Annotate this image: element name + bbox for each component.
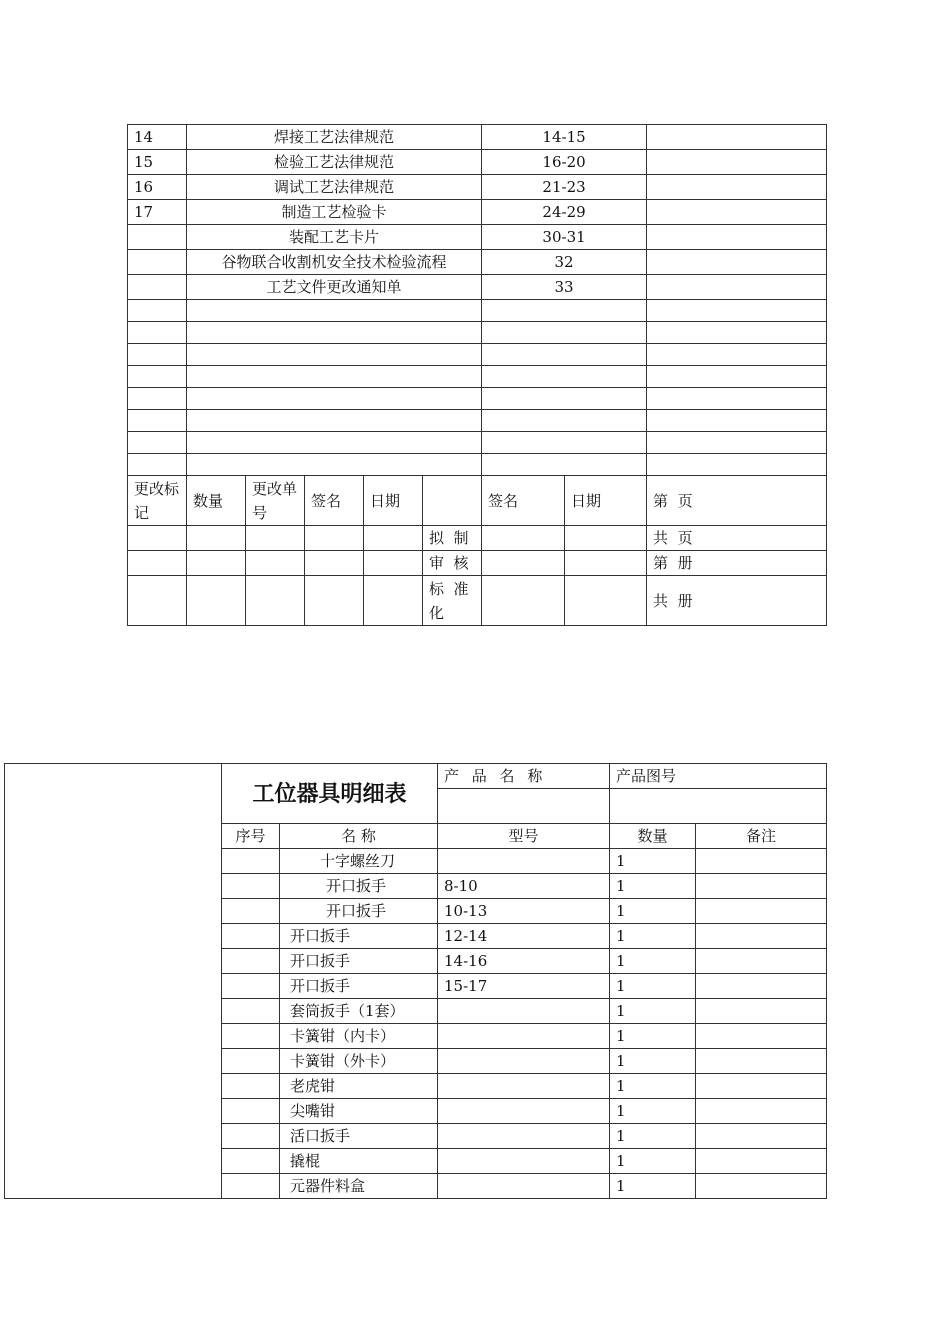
empty-row bbox=[128, 454, 827, 476]
item-no bbox=[222, 1124, 280, 1149]
row-title: 工艺文件更改通知单 bbox=[187, 275, 482, 300]
item-model bbox=[438, 849, 610, 874]
row-title: 制造工艺检验卡 bbox=[187, 200, 482, 225]
draft-label: 拟 制 bbox=[423, 526, 482, 551]
row-extra bbox=[647, 150, 827, 175]
item-name: 开口扳手 bbox=[280, 874, 438, 899]
item-model: 10-13 bbox=[438, 899, 610, 924]
tool-table-header-row-1 bbox=[5, 764, 827, 789]
sign-header: 签名 bbox=[305, 476, 364, 526]
row-number bbox=[128, 225, 187, 250]
empty-row bbox=[128, 344, 827, 366]
col-header-remark: 备注 bbox=[696, 824, 827, 849]
item-no bbox=[222, 949, 280, 974]
item-remark bbox=[696, 1174, 827, 1199]
item-model: 12-14 bbox=[438, 924, 610, 949]
item-qty: 1 bbox=[610, 924, 696, 949]
item-name: 活口扳手 bbox=[280, 1124, 438, 1149]
item-name: 元器件料盒 bbox=[280, 1174, 438, 1199]
row-extra bbox=[647, 250, 827, 275]
row-extra bbox=[647, 275, 827, 300]
item-model: 14-16 bbox=[438, 949, 610, 974]
item-name: 卡簧钳（内卡） bbox=[280, 1024, 438, 1049]
col-header-no: 序号 bbox=[222, 824, 280, 849]
row-number: 15 bbox=[128, 150, 187, 175]
item-model bbox=[438, 1074, 610, 1099]
col-header-qty: 数量 bbox=[610, 824, 696, 849]
item-qty: 1 bbox=[610, 1049, 696, 1074]
row-pages: 21-23 bbox=[482, 175, 647, 200]
change-doc-no-header: 更改单号 bbox=[246, 476, 305, 526]
item-qty: 1 bbox=[610, 899, 696, 924]
item-qty: 1 bbox=[610, 1024, 696, 1049]
row-number: 17 bbox=[128, 200, 187, 225]
document-index-table bbox=[127, 124, 827, 626]
item-qty: 1 bbox=[610, 874, 696, 899]
item-no bbox=[222, 1024, 280, 1049]
empty-row bbox=[128, 300, 827, 322]
item-qty: 1 bbox=[610, 849, 696, 874]
item-name: 卡簧钳（外卡） bbox=[280, 1049, 438, 1074]
product-name-label: 产 品 名 称 bbox=[438, 764, 610, 789]
item-remark bbox=[696, 1024, 827, 1049]
item-no bbox=[222, 1049, 280, 1074]
table-row bbox=[128, 150, 827, 175]
item-remark bbox=[696, 1124, 827, 1149]
item-name: 撬棍 bbox=[280, 1149, 438, 1174]
index-rows bbox=[128, 125, 827, 476]
item-no bbox=[222, 1074, 280, 1099]
row-pages: 24-29 bbox=[482, 200, 647, 225]
row-pages: 16-20 bbox=[482, 150, 647, 175]
item-no bbox=[222, 1174, 280, 1199]
item-qty: 1 bbox=[610, 949, 696, 974]
item-no bbox=[222, 899, 280, 924]
row-title: 焊接工艺法律规范 bbox=[187, 125, 482, 150]
page-number-label: 第 页 bbox=[647, 476, 827, 526]
date-header: 日期 bbox=[565, 476, 647, 526]
tool-list-table bbox=[4, 763, 827, 1199]
table-row bbox=[128, 200, 827, 225]
row-pages: 14-15 bbox=[482, 125, 647, 150]
item-qty: 1 bbox=[610, 1174, 696, 1199]
row-extra bbox=[647, 200, 827, 225]
product-drawing-label: 产品图号 bbox=[610, 764, 827, 789]
total-pages-label: 共 页 bbox=[647, 526, 827, 551]
item-remark bbox=[696, 899, 827, 924]
item-remark bbox=[696, 999, 827, 1024]
row-pages: 33 bbox=[482, 275, 647, 300]
signature-row bbox=[128, 526, 827, 551]
empty-row bbox=[128, 322, 827, 344]
row-number bbox=[128, 275, 187, 300]
item-remark bbox=[696, 1049, 827, 1074]
signature-row bbox=[128, 551, 827, 576]
item-name: 尖嘴钳 bbox=[280, 1099, 438, 1124]
signature-row bbox=[128, 576, 827, 626]
item-no bbox=[222, 1149, 280, 1174]
table-row bbox=[128, 225, 827, 250]
item-remark bbox=[696, 1074, 827, 1099]
item-qty: 1 bbox=[610, 999, 696, 1024]
row-title: 调试工艺法律规范 bbox=[187, 175, 482, 200]
row-title: 检验工艺法律规范 bbox=[187, 150, 482, 175]
review-label: 审 核 bbox=[423, 551, 482, 576]
item-no bbox=[222, 874, 280, 899]
item-qty: 1 bbox=[610, 974, 696, 999]
item-model bbox=[438, 999, 610, 1024]
table-row bbox=[128, 275, 827, 300]
row-extra bbox=[647, 225, 827, 250]
total-volumes-label: 共 册 bbox=[647, 576, 827, 626]
item-name: 老虎钳 bbox=[280, 1074, 438, 1099]
standardize-label: 标 准化 bbox=[423, 576, 482, 626]
item-model bbox=[438, 1149, 610, 1174]
binding-margin bbox=[5, 764, 222, 1199]
item-no bbox=[222, 999, 280, 1024]
row-pages: 32 bbox=[482, 250, 647, 275]
item-name: 套筒扳手（1套） bbox=[280, 999, 438, 1024]
item-no bbox=[222, 1099, 280, 1124]
item-model bbox=[438, 1099, 610, 1124]
item-name: 开口扳手 bbox=[280, 949, 438, 974]
volume-number-label: 第 册 bbox=[647, 551, 827, 576]
item-remark bbox=[696, 874, 827, 899]
item-name: 开口扳手 bbox=[280, 974, 438, 999]
item-no bbox=[222, 924, 280, 949]
item-remark bbox=[696, 1149, 827, 1174]
table-row bbox=[128, 125, 827, 150]
item-model bbox=[438, 1024, 610, 1049]
table-row bbox=[128, 250, 827, 275]
sign-header: 签名 bbox=[482, 476, 565, 526]
item-remark bbox=[696, 924, 827, 949]
product-drawing-value bbox=[610, 789, 827, 824]
item-qty: 1 bbox=[610, 1149, 696, 1174]
date-header: 日期 bbox=[364, 476, 423, 526]
page-title: 工位器具明细表 bbox=[222, 764, 438, 824]
row-title: 装配工艺卡片 bbox=[187, 225, 482, 250]
empty-row bbox=[128, 366, 827, 388]
item-no bbox=[222, 974, 280, 999]
empty-row bbox=[128, 388, 827, 410]
quantity-header: 数量 bbox=[187, 476, 246, 526]
item-model bbox=[438, 1124, 610, 1149]
item-qty: 1 bbox=[610, 1099, 696, 1124]
row-number: 14 bbox=[128, 125, 187, 150]
item-model: 15-17 bbox=[438, 974, 610, 999]
product-name-value bbox=[438, 789, 610, 824]
item-model bbox=[438, 1049, 610, 1074]
item-model bbox=[438, 1174, 610, 1199]
row-extra bbox=[647, 125, 827, 150]
row-number: 16 bbox=[128, 175, 187, 200]
item-model: 8-10 bbox=[438, 874, 610, 899]
item-qty: 1 bbox=[610, 1124, 696, 1149]
item-no bbox=[222, 849, 280, 874]
col-header-model: 型号 bbox=[438, 824, 610, 849]
row-number bbox=[128, 250, 187, 275]
item-qty: 1 bbox=[610, 1074, 696, 1099]
item-remark bbox=[696, 949, 827, 974]
item-remark bbox=[696, 974, 827, 999]
empty-row bbox=[128, 410, 827, 432]
item-remark bbox=[696, 849, 827, 874]
signature-header-row bbox=[128, 476, 827, 526]
row-pages: 30-31 bbox=[482, 225, 647, 250]
row-title: 谷物联合收割机安全技术检验流程 bbox=[187, 250, 482, 275]
empty-row bbox=[128, 432, 827, 454]
item-name: 开口扳手 bbox=[280, 924, 438, 949]
item-remark bbox=[696, 1099, 827, 1124]
item-name: 十字螺丝刀 bbox=[280, 849, 438, 874]
item-name: 开口扳手 bbox=[280, 899, 438, 924]
signature-block bbox=[128, 476, 827, 626]
change-mark-header: 更改标记 bbox=[128, 476, 187, 526]
row-extra bbox=[647, 175, 827, 200]
col-header-name: 名 称 bbox=[280, 824, 438, 849]
table-row bbox=[128, 175, 827, 200]
